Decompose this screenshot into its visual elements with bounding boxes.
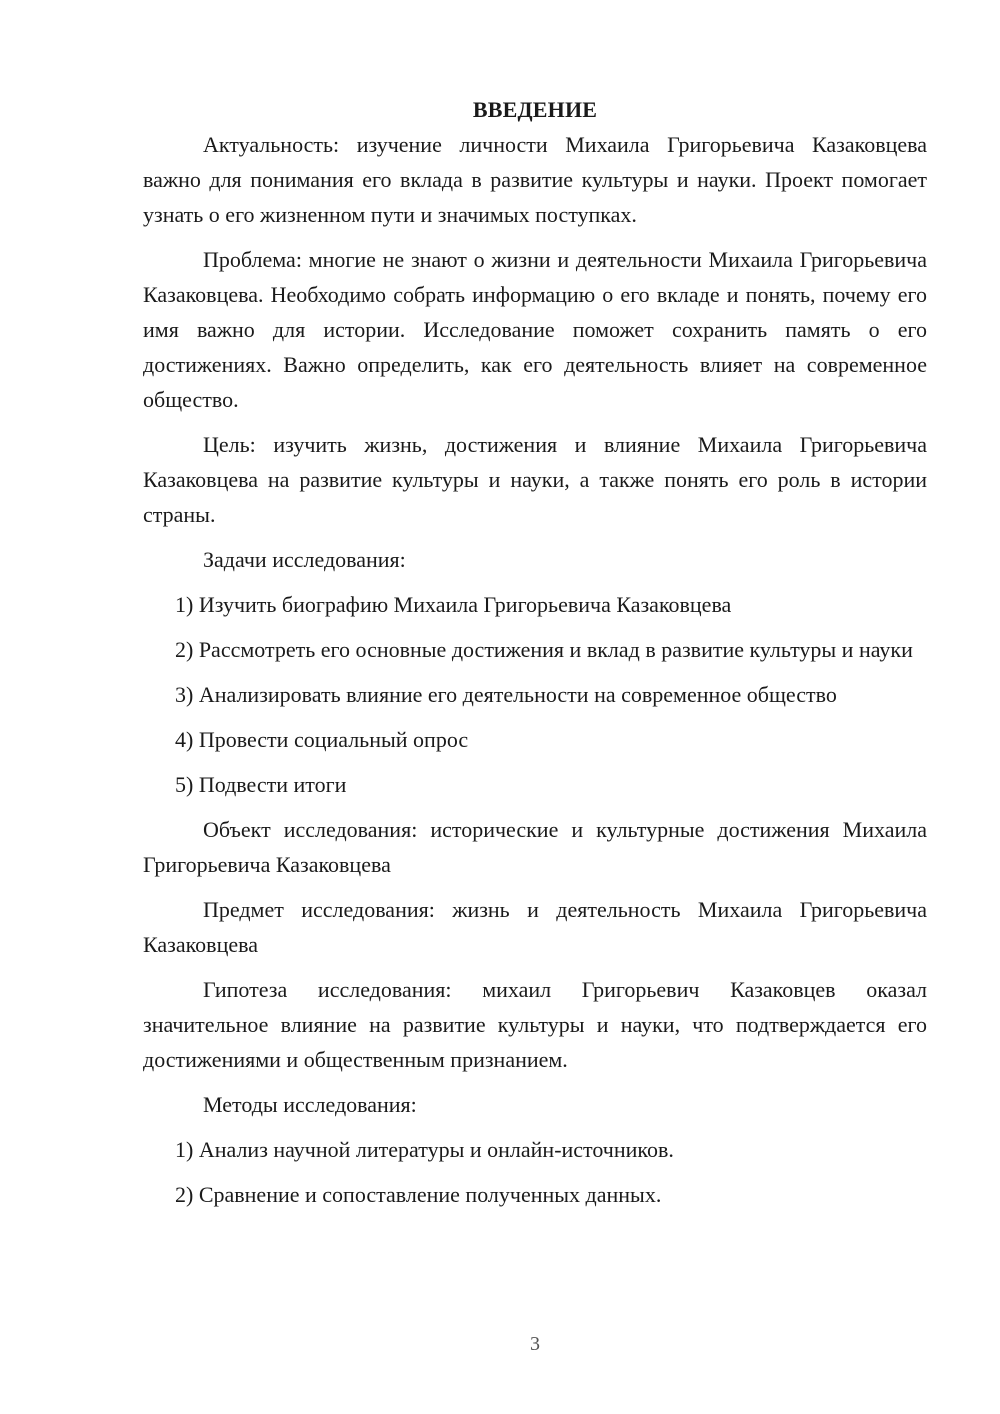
tasks-heading: Задачи исследования: — [203, 547, 406, 572]
task-item-4: 4) Провести социальный опрос — [175, 727, 469, 752]
task-item-5: 5) Подвести итоги — [175, 772, 347, 797]
document-page — [143, 92, 927, 1222]
paragraph-hypothesis: Гипотеза исследования: михаил Григорьевич Казаковцев оказал значительное влияние на развитие культуры и науки, что подтверждается его достижениями и общественным признанием. — [143, 977, 927, 1072]
paragraph-object: Объект исследования: исторические и культурные достижения Михаила Григорьевича Казаковцева — [143, 817, 927, 877]
section-title: ВВЕДЕНИЕ — [472, 97, 598, 122]
paragraph-relevance: Актуальность: изучение личности Михаила Григорьевича Казаковцева важно для понимания его вклада в развитие культуры и науки. Проект помогает узнать о его жизненном пути и значимых поступках. — [143, 132, 927, 227]
paragraph-subject: Предмет исследования: жизнь и деятельность Михаила Григорьевича Казаковцева — [143, 897, 927, 957]
task-item-1: 1) Изучить биографию Михаила Григорьевича Казаковцева — [175, 592, 732, 617]
task-item-3: 3) Анализировать влияние его деятельности на современное общество — [175, 682, 837, 707]
method-item-2: 2) Сравнение и сопоставление полученных данных. — [175, 1182, 662, 1207]
methods-heading: Методы исследования: — [203, 1092, 417, 1117]
page-number: 3 — [530, 1333, 540, 1355]
paragraph-problem: Проблема: многие не знают о жизни и деятельности Михаила Григорьевича Казаковцева. Необходимо собрать информацию о его вкладе и понять, почему его имя важно для истории. Исследование поможет сохранить память о его достижениях. Важно определить, как его деятельность влияет на современное общество. — [143, 247, 927, 412]
paragraph-goal: Цель: изучить жизнь, достижения и влияние Михаила Григорьевича Казаковцева на развитие культуры и науки, а также понять его роль в истории страны. — [143, 432, 927, 527]
method-item-1: 1) Анализ научной литературы и онлайн-источников. — [175, 1137, 674, 1162]
task-item-2: 2) Рассмотреть его основные достижения и вклад в развитие культуры и науки — [175, 637, 913, 662]
